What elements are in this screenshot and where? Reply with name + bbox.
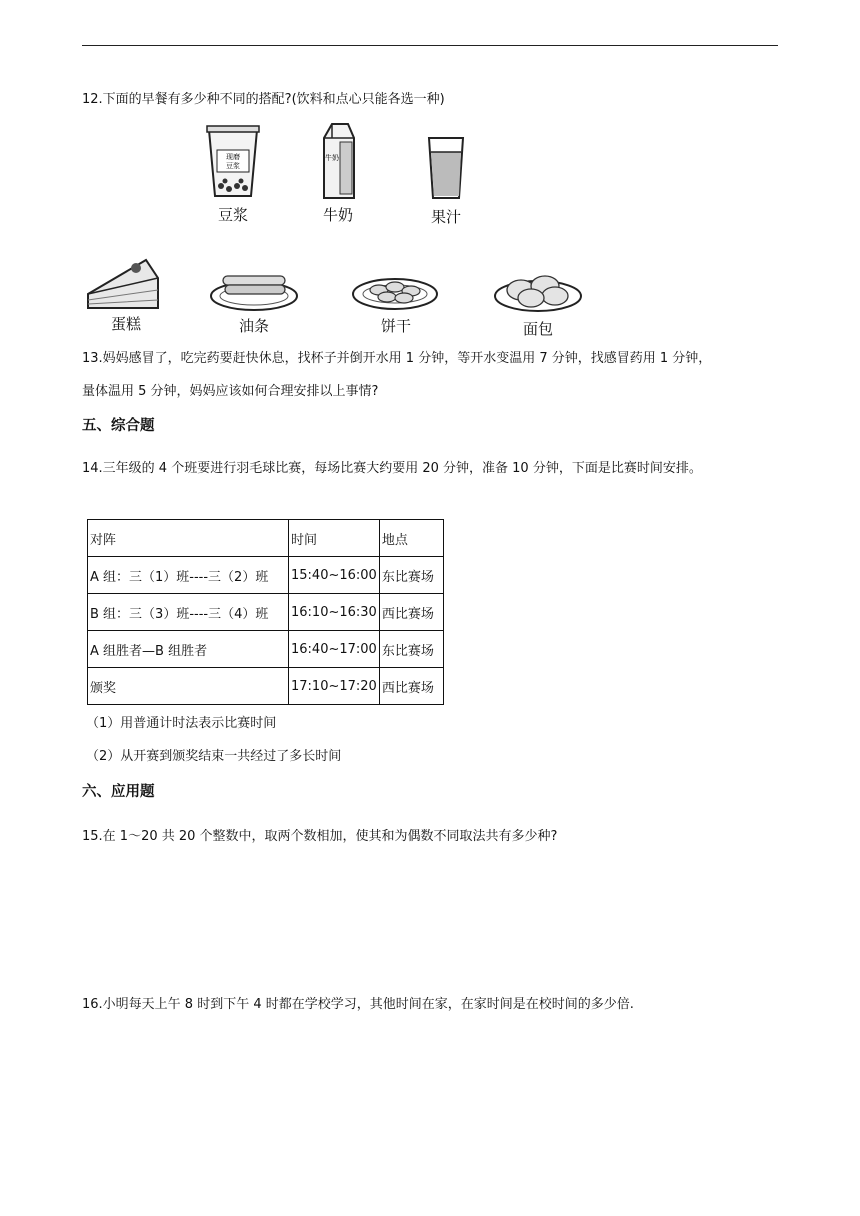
table-cell: B 组：三（3）班----三（4）班 <box>88 594 289 631</box>
table-row <box>88 557 444 594</box>
q14-text: 14.三年级的 4 个班要进行羽毛球比赛，每场比赛大约要用 20 分钟，准备 10 分钟，下面是比赛时间安排。 <box>82 461 702 476</box>
q16-text: 16.小明每天上午 8 时到下午 4 时都在学校学习，其他时间在家，在家时间是在校时间的多少倍. <box>82 997 634 1012</box>
juice-glass-icon <box>426 136 466 200</box>
table-row <box>88 594 444 631</box>
table-cell: 西比赛场 <box>379 594 443 631</box>
carton-label: 牛奶 <box>325 154 339 162</box>
snack-label-biscuit: 饼干 <box>380 317 411 335</box>
section-heading-6: 六、应用题 <box>82 784 155 800</box>
schedule-table <box>87 519 444 705</box>
table-row <box>88 668 444 705</box>
drink-label-soy: 豆浆 <box>217 206 248 224</box>
table-header-cell: 时间 <box>289 520 380 557</box>
bread-plate-icon <box>493 270 583 314</box>
table-cell: 东比赛场 <box>379 557 443 594</box>
table-cell: 西比赛场 <box>379 668 443 705</box>
table-cell: 15:40~16:00 <box>289 557 380 594</box>
fried-dough-plate-icon <box>209 268 299 312</box>
table-header-row <box>88 520 444 557</box>
milk-carton-icon <box>318 120 358 200</box>
q14-sub2: （2）从开赛到颁奖结束一共经过了多长时间 <box>86 749 342 764</box>
table-header-cell: 地点 <box>379 520 443 557</box>
biscuit-plate-icon <box>351 272 439 312</box>
snack-label-bread: 面包 <box>522 320 553 338</box>
snack-label-cake: 蛋糕 <box>110 315 141 333</box>
q15-text: 15.在 1～20 共 20 个整数中，取两个数相加，使其和为偶数不同取法共有多少种? <box>82 829 558 844</box>
q12-text: 12.下面的早餐有多少种不同的搭配?(饮料和点心只能各选一种) <box>82 92 445 107</box>
cake-slice-icon <box>86 256 162 312</box>
table-cell: 17:10~17:20 <box>289 668 380 705</box>
snack-label-youtiao: 油条 <box>238 317 269 335</box>
table-header-cell: 对阵 <box>88 520 289 557</box>
drink-label-milk: 牛奶 <box>322 206 353 224</box>
table-cell: 颁奖 <box>88 668 289 705</box>
drink-label-juice: 果汁 <box>430 208 461 226</box>
q13-line1: 13.妈妈感冒了，吃完药要赶快休息，找杯子并倒开水用 1 分钟，等开水变温用 7 分钟，找感冒药用 1 分钟， <box>82 351 712 366</box>
q14-sub1: （1）用普通计时法表示比赛时间 <box>86 716 277 731</box>
table-cell: A 组胜者—B 组胜者 <box>88 631 289 668</box>
soy-milk-cup-icon <box>203 124 263 200</box>
header-rule <box>82 45 778 46</box>
section-heading-5: 五、综合题 <box>82 418 155 434</box>
q13-line2: 量体温用 5 分钟，妈妈应该如何合理安排以上事情? <box>82 384 379 399</box>
table-row <box>88 631 444 668</box>
table-cell: 16:40~17:00 <box>289 631 380 668</box>
table-cell: 东比赛场 <box>379 631 443 668</box>
table-cell: A 组：三（1）班----三（2）班 <box>88 557 289 594</box>
cup-label-1: 现磨 <box>226 153 240 161</box>
table-cell: 16:10~16:30 <box>289 594 380 631</box>
cup-label-2: 豆浆 <box>226 162 240 170</box>
